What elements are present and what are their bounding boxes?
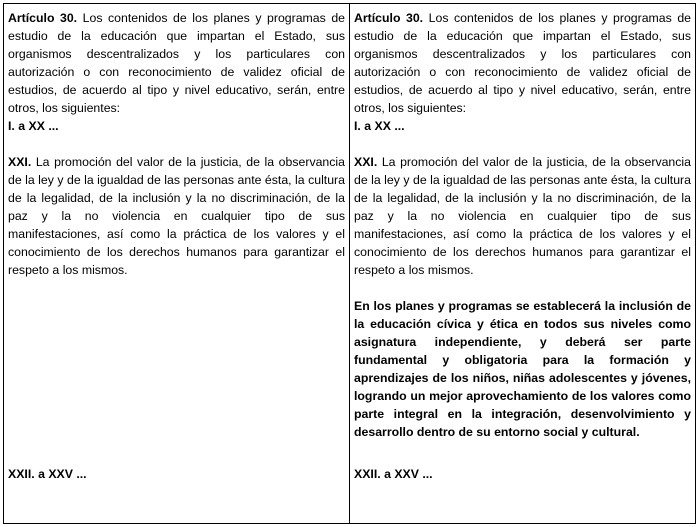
article-paragraph	[8, 9, 345, 117]
fraction-text: La promoción del valor de la justicia, de la observancia de la ley y de la igualdad de las personas ante ésta, la cultura de la legalidad, de la inclusión y la no discriminación, de la paz y la no violencia en cualquier tipo de sus manifestaciones, así como la práctica de los valores y el conocimiento de los derechos humanos para garantizar el respeto a los mismos.	[354, 155, 691, 277]
spacer	[354, 135, 691, 153]
added-paragraph: En los planes y programas se establecerá la inclusión de la educación cívica y ética en todos sus niveles como asignatura independiente, y deberá ser parte fundamental y obligatoria para la formación y aprendizajes de los niños, niñas adolescentes y jóvenes, logrando un mejor aprovechamiento de los valores como parte integral en la integración, desenvolvimiento y desarrollo dentro de su entorno social y cultural.	[354, 299, 691, 439]
article-number: Artículo 30.	[8, 11, 78, 25]
right-column-proposed-text	[350, 4, 696, 524]
spacer	[8, 135, 345, 153]
fraction-xxi-paragraph	[354, 153, 691, 279]
fraction-number: XXI.	[354, 155, 378, 169]
fraction-range-start: I. a XX ...	[8, 119, 59, 133]
fraction-range-end: XXII. a XXV ...	[8, 467, 87, 481]
comparison-table	[3, 3, 696, 524]
fraction-number: XXI.	[8, 155, 32, 169]
article-text: Los contenidos de los planes y programas de estudio de la educación que impartan el Estado, sus organismos descentralizados y los particulares con autorización o con reconocimiento de validez oficial de estudios, de acuerdo al tipo y nivel educativo, serán, entre otros, los siguientes:	[354, 11, 692, 115]
spacer	[354, 279, 691, 297]
right-cell-content	[354, 9, 691, 523]
article-text: Los contenidos de los planes y programas de estudio de la educación que impartan el Estado, sus organismos descentralizados y los particulares con autorización o con reconocimiento de validez oficial de estudios, de acuerdo al tipo y nivel educativo, serán, entre otros, los siguientes:	[8, 11, 346, 115]
article-paragraph	[354, 9, 691, 117]
article-number: Artículo 30.	[354, 11, 424, 25]
fraction-range-start: I. a XX ...	[354, 119, 405, 133]
fraction-text: La promoción del valor de la justicia, de la observancia de la ley y de la igualdad de las personas ante ésta, la cultura de la legalidad, de la inclusión y la no discriminación, de la paz y la no violencia en cualquier tipo de sus manifestaciones, así como la práctica de los valores y el conocimiento de los derechos humanos para garantizar el respeto a los mismos.	[8, 155, 345, 277]
left-cell-content	[8, 9, 345, 523]
table-row	[4, 4, 696, 524]
left-column-current-text	[4, 4, 350, 524]
fraction-range-end: XXII. a XXV ...	[354, 467, 433, 481]
fraction-xxi-paragraph	[8, 153, 345, 279]
